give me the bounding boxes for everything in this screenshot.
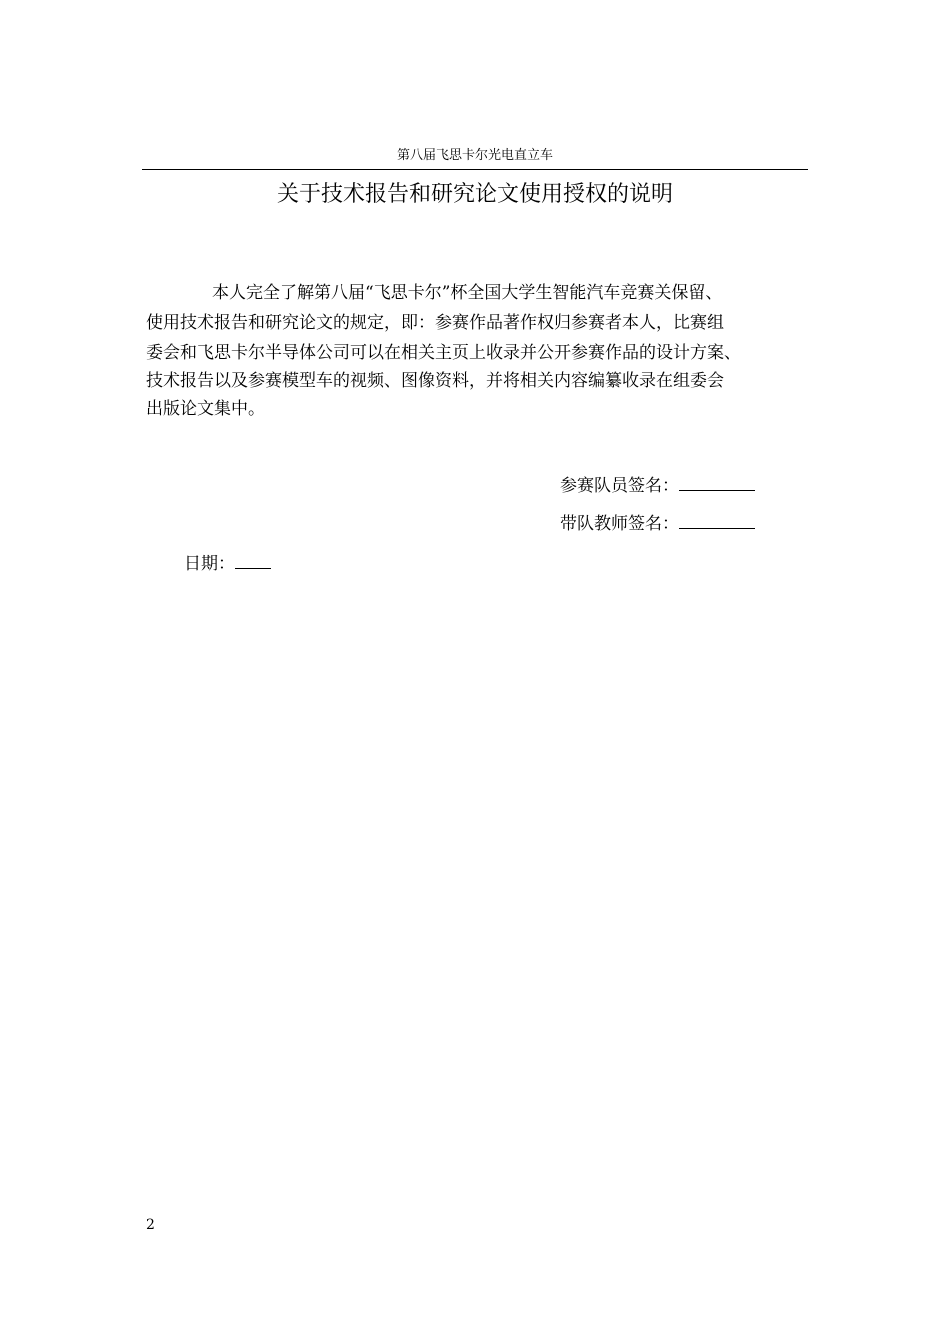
paragraph-line: 技术报告以及参赛模型车的视频、图像资料，并将相关内容编纂收录在组委会 [146, 371, 724, 391]
paragraph-line: 出版论文集中。 [146, 399, 265, 419]
running-header: 第八届飞思卡尔光电直立车 [396, 148, 553, 163]
date-blank[interactable] [235, 552, 271, 569]
teacher-signature-row [560, 512, 755, 535]
paragraph-line: 本人完全了解第八届“飞思卡尔”杯全国大学生智能汽车竞赛关保留、 [212, 283, 723, 303]
teacher-signature-blank[interactable] [679, 512, 755, 529]
document-title: 关于技术报告和研究论文使用授权的说明 [276, 182, 673, 207]
member-signature-label: 参赛队员签名： [560, 476, 679, 496]
date-row [184, 552, 271, 575]
paragraph-line: 使用技术报告和研究论文的规定，即：参赛作品著作权归参赛者本人，比赛组 [146, 313, 724, 333]
page-number: 2 [146, 1217, 155, 1233]
member-signature-row [560, 474, 755, 497]
member-signature-blank[interactable] [679, 474, 755, 491]
teacher-signature-label: 带队教师签名： [560, 514, 679, 534]
header-divider [142, 169, 808, 170]
paragraph-line: 委会和飞思卡尔半导体公司可以在相关主页上收录并公开参赛作品的设计方案、 [146, 343, 741, 363]
date-label: 日期： [184, 554, 235, 574]
